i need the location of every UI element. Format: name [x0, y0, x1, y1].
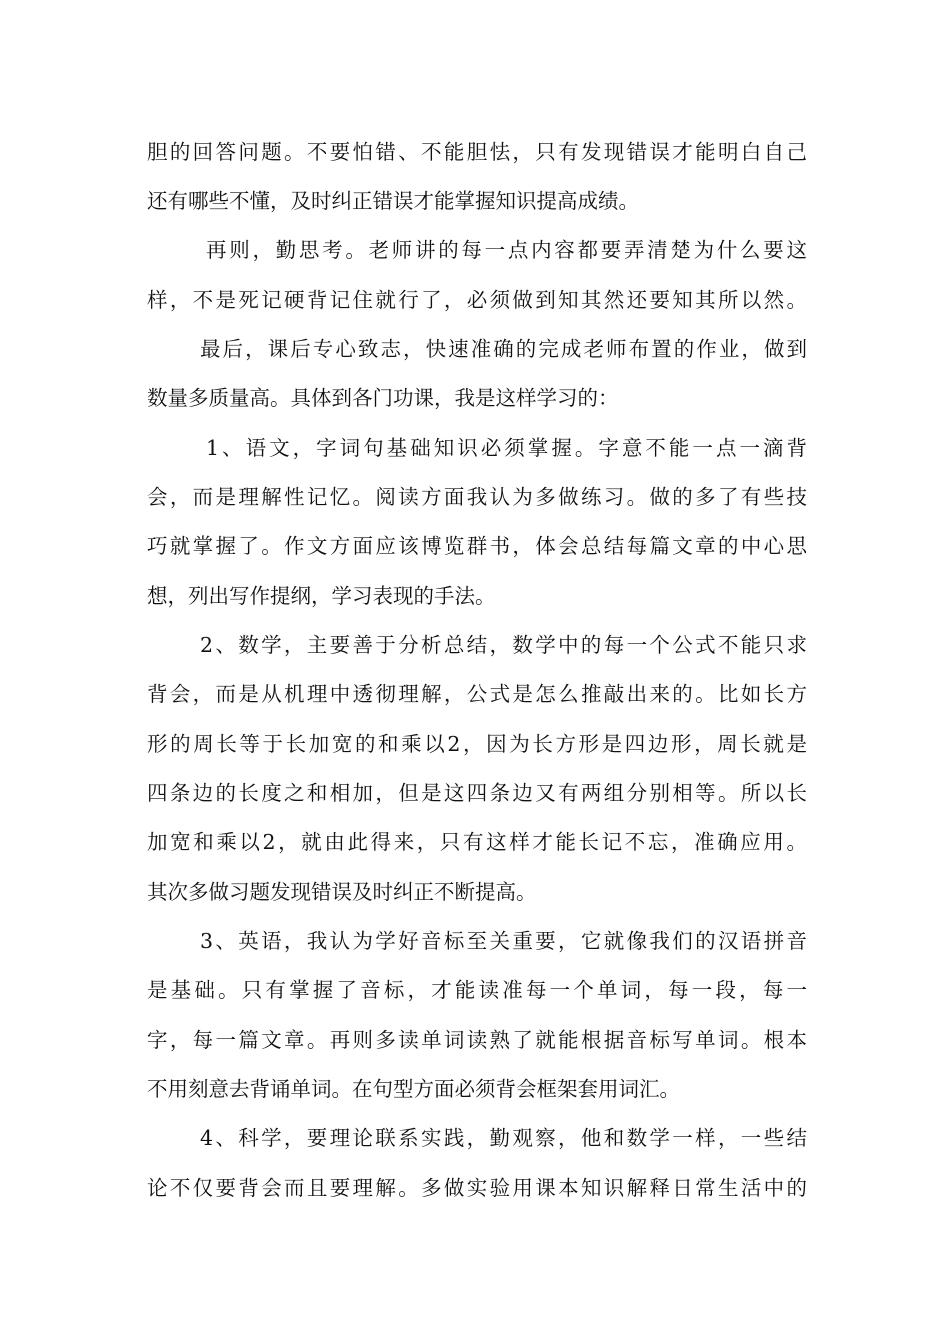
text-line: 背会，而是从机理中透彻理解，公式是怎么推敲出来的。比如长方	[147, 682, 807, 706]
text-line: 不用刻意去背诵单词。在句型方面必须背会框架套用词汇。	[147, 1077, 680, 1101]
text-line: 2、数学，主要善于分析总结，数学中的每一个公式不能只求	[200, 633, 807, 657]
text-line: 4、科学，要理论联系实践，勤观察，他和数学一样，一些结	[200, 1126, 807, 1150]
text-line: 数量多质量高。具体到各门功课，我是这样学习的：	[147, 386, 619, 410]
text-line: 1、语文，字词句基础知识必须掌握。字意不能一点一滴背	[206, 436, 807, 460]
text-line: 字，每一篇文章。再则多读单词读熟了就能根据音标写单词。根本	[147, 1028, 807, 1052]
text-line: 最后，课后专心致志，快速准确的完成老师布置的作业，做到	[200, 337, 807, 361]
text-line: 样，不是死记硬背记住就行了，必须做到知其然还要知其所以然。	[147, 288, 807, 312]
text-line: 加宽和乘以2，就由此得来，只有这样才能长记不忘，准确应用。	[147, 830, 807, 854]
text-line: 会，而是理解性记忆。阅读方面我认为多做练习。做的多了有些技	[147, 485, 807, 509]
text-line: 巧就掌握了。作文方面应该博览群书，体会总结每篇文章的中心思	[147, 534, 807, 558]
text-line: 其次多做习题发现错误及时纠正不断提高。	[147, 880, 537, 904]
text-line: 是基础。只有掌握了音标，才能读准每一个单词，每一段，每一	[147, 978, 807, 1002]
text-line: 形的周长等于长加宽的和乘以2，因为长方形是四边形，周长就是	[147, 732, 807, 756]
text-line: 还有哪些不懂，及时纠正错误才能掌握知识提高成绩。	[147, 189, 639, 213]
text-line: 胆的回答问题。不要怕错、不能胆怯，只有发现错误才能明白自己	[147, 140, 807, 164]
text-line: 3、英语，我认为学好音标至关重要，它就像我们的汉语拼音	[200, 929, 807, 953]
text-line: 想，列出写作提纲，学习表现的手法。	[147, 584, 496, 608]
text-line: 论不仅要背会而且要理解。多做实验用课本知识解释日常生活中的	[147, 1176, 807, 1200]
text-line: 再则，勤思考。老师讲的每一点内容都要弄清楚为什么要这	[206, 238, 807, 262]
text-line: 四条边的长度之和相加，但是这四条边又有两组分别相等。所以长	[147, 781, 807, 805]
